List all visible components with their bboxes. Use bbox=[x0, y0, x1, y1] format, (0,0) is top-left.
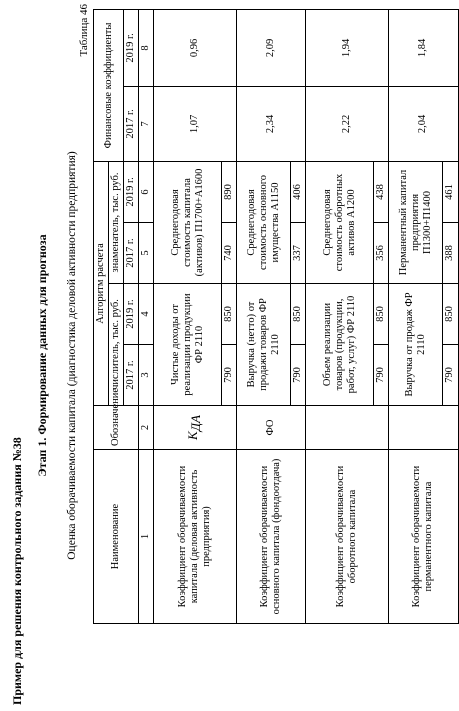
header-name: Наименование bbox=[94, 450, 139, 624]
numerator-label: Объем реализации товаров (продукции, работ, услуг) ФР 2110 bbox=[306, 284, 374, 406]
coef-2017: 1,07 bbox=[154, 86, 237, 161]
column-number: 7 bbox=[139, 86, 154, 161]
numerator-label: Выручка от продаж ФР 2110 bbox=[389, 284, 443, 406]
denominator-label: Среднегодовая стоимость основного имущества А1150 bbox=[237, 161, 291, 283]
den-2019: 438 bbox=[374, 161, 389, 222]
row-symbol bbox=[306, 406, 389, 450]
header-denominator: знаменатель, тыс. руб. bbox=[109, 161, 124, 283]
coef-2017: 2,22 bbox=[306, 86, 389, 161]
coef-2017: 2,04 bbox=[389, 86, 458, 161]
column-number: 4 bbox=[139, 284, 154, 345]
table-row bbox=[306, 9, 374, 623]
num-2017: 790 bbox=[222, 345, 237, 406]
num-2019: 850 bbox=[374, 284, 389, 345]
row-symbol: ФО bbox=[237, 406, 306, 450]
row-name: Коэффициент оборачиваемости основного капитала (фондоотдача) bbox=[237, 450, 306, 624]
numerator-label: Выручка (нетто) от продажи товаров ФР 2110 bbox=[237, 284, 291, 406]
den-2017: 740 bbox=[222, 223, 237, 284]
header-num-2019: 2019 г. bbox=[124, 284, 139, 345]
row-name: Коэффициент оборачиваемости оборотного капитала bbox=[306, 450, 389, 624]
den-2019: 890 bbox=[222, 161, 237, 222]
den-2019: 406 bbox=[291, 161, 306, 222]
den-2017: 388 bbox=[443, 223, 458, 284]
symbol-main: K bbox=[185, 431, 201, 440]
denominator-label: Среднегодовая стоимость оборотных активов А1200 bbox=[306, 161, 374, 283]
header-numerator: числитель, тыс. руб. bbox=[109, 284, 124, 406]
table-row bbox=[237, 9, 291, 623]
header-row-1 bbox=[94, 9, 109, 623]
coef-2019: 1,84 bbox=[389, 9, 458, 86]
column-number: 1 bbox=[139, 450, 154, 624]
row-symbol bbox=[154, 406, 237, 450]
num-2019: 850 bbox=[222, 284, 237, 345]
example-title: Пример для решения контрольного задания №38 bbox=[10, 437, 24, 705]
denominator-label: Перманентный капитал предприятия П1300+П1400 bbox=[389, 161, 443, 283]
header-coef-2017: 2017 г. bbox=[124, 86, 139, 161]
table-row bbox=[154, 9, 222, 623]
header-designation: Обозначение bbox=[94, 406, 139, 450]
stage-title: Этап 1. Формирование данных для прогноза bbox=[35, 234, 49, 477]
header-num-2017: 2017 г. bbox=[124, 345, 139, 406]
den-2019: 461 bbox=[443, 161, 458, 222]
header-coef-2019: 2019 г. bbox=[124, 9, 139, 86]
num-2017: 790 bbox=[291, 345, 306, 406]
num-2019: 850 bbox=[291, 284, 306, 345]
coef-2019: 2,09 bbox=[237, 9, 306, 86]
den-2017: 337 bbox=[291, 223, 306, 284]
num-2017: 790 bbox=[443, 345, 458, 406]
denominator-label: Среднегодовая стоимость капитала (активов) П1700+А1600 bbox=[154, 161, 222, 283]
num-2019: 850 bbox=[443, 284, 458, 345]
num-2017: 790 bbox=[374, 345, 389, 406]
coef-2019: 1,94 bbox=[306, 9, 389, 86]
table-row bbox=[389, 9, 443, 623]
column-number: 6 bbox=[139, 161, 154, 222]
column-number: 8 bbox=[139, 9, 154, 86]
column-number: 3 bbox=[139, 345, 154, 406]
row-name: Коэффициент оборачиваемости перманентного капитала bbox=[389, 450, 458, 624]
header-algorithm: Алгоритм расчета bbox=[94, 161, 109, 405]
symbol-sub: ДА bbox=[188, 415, 204, 432]
row-name: Коэффициент оборачиваемости капитала (деловая активность предприятия) bbox=[154, 450, 237, 624]
table-label: Таблица 46 bbox=[78, 4, 90, 57]
column-numbers-row bbox=[139, 9, 154, 623]
column-number: 5 bbox=[139, 223, 154, 284]
header-den-2017: 2017 г. bbox=[124, 223, 139, 284]
row-symbol bbox=[389, 406, 458, 450]
column-number: 2 bbox=[139, 406, 154, 450]
coef-2017: 2,34 bbox=[237, 86, 306, 161]
coefficients-table bbox=[93, 9, 459, 624]
coef-2019: 0,96 bbox=[154, 9, 237, 86]
subtitle: Оценка оборачиваемости капитала (диагностика деловой активности предприятия) bbox=[66, 151, 78, 560]
header-coefficients: Финансовые коэффициенты bbox=[94, 9, 124, 161]
header-den-2019: 2019 г. bbox=[124, 161, 139, 222]
numerator-label: Чистые доходы от реализации продукции ФР 2110 bbox=[154, 284, 222, 406]
den-2017: 356 bbox=[374, 223, 389, 284]
